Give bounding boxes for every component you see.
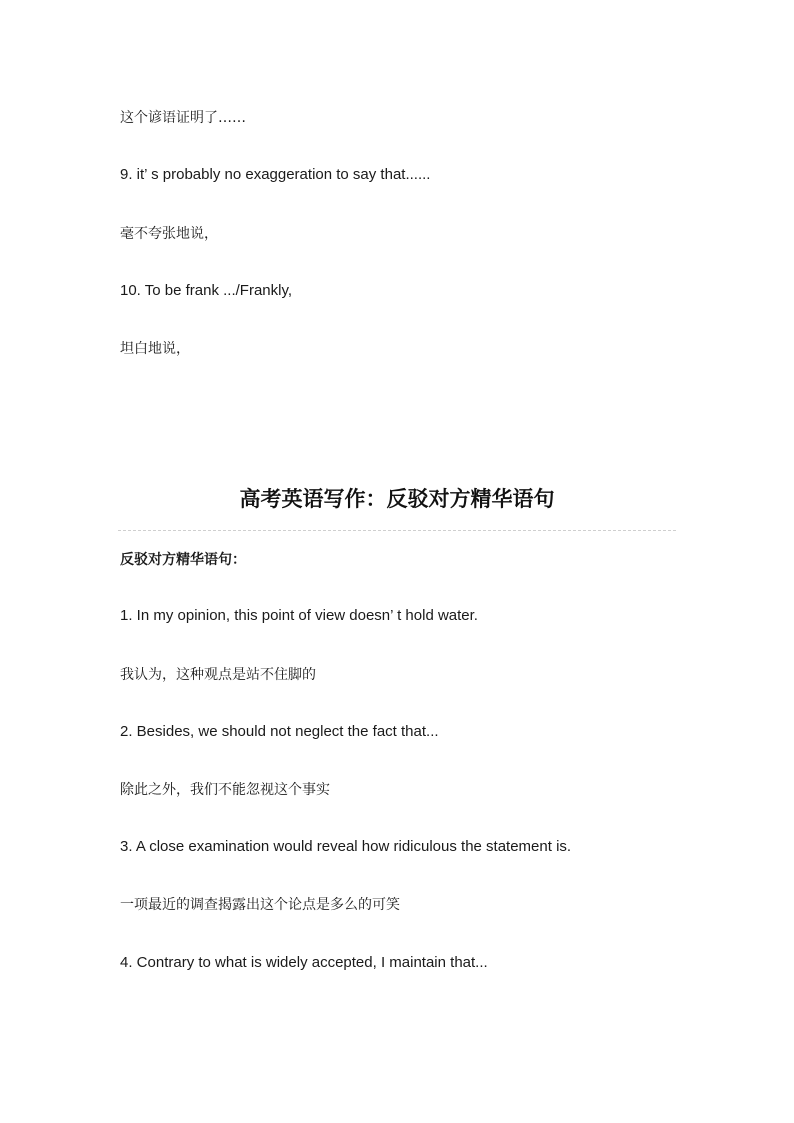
phrase-10-english: 10. To be frank .../Frankly, (120, 282, 293, 299)
proverb-translation: 这个谚语证明了…… (120, 110, 246, 126)
title-divider (118, 530, 676, 531)
rebuttal-4-english: 4. Contrary to what is widely accepted, I maintain that... (120, 954, 488, 971)
rebuttal-2-translation: 除此之外，我们不能忽视这个事实 (120, 782, 330, 798)
section-subheading: 反驳对方精华语句： (120, 552, 246, 568)
rebuttal-1-translation: 我认为，这种观点是站不住脚的 (120, 667, 316, 683)
phrase-10-translation: 坦白地说， (120, 341, 190, 357)
phrase-9-translation: 毫不夸张地说， (120, 226, 218, 242)
rebuttal-3-translation: 一项最近的调查揭露出这个论点是多么的可笑 (120, 897, 400, 913)
phrase-9-english: 9. it’ s probably no exaggeration to say that...... (120, 166, 431, 183)
rebuttal-2-english: 2. Besides, we should not neglect the fact that... (120, 723, 439, 740)
rebuttal-1-english: 1. In my opinion, this point of view doesn’ t hold water. (120, 607, 478, 624)
rebuttal-3-english: 3. A close examination would reveal how ridiculous the statement is. (120, 838, 572, 855)
section-title: 高考英语写作：反驳对方精华语句 (239, 486, 555, 511)
